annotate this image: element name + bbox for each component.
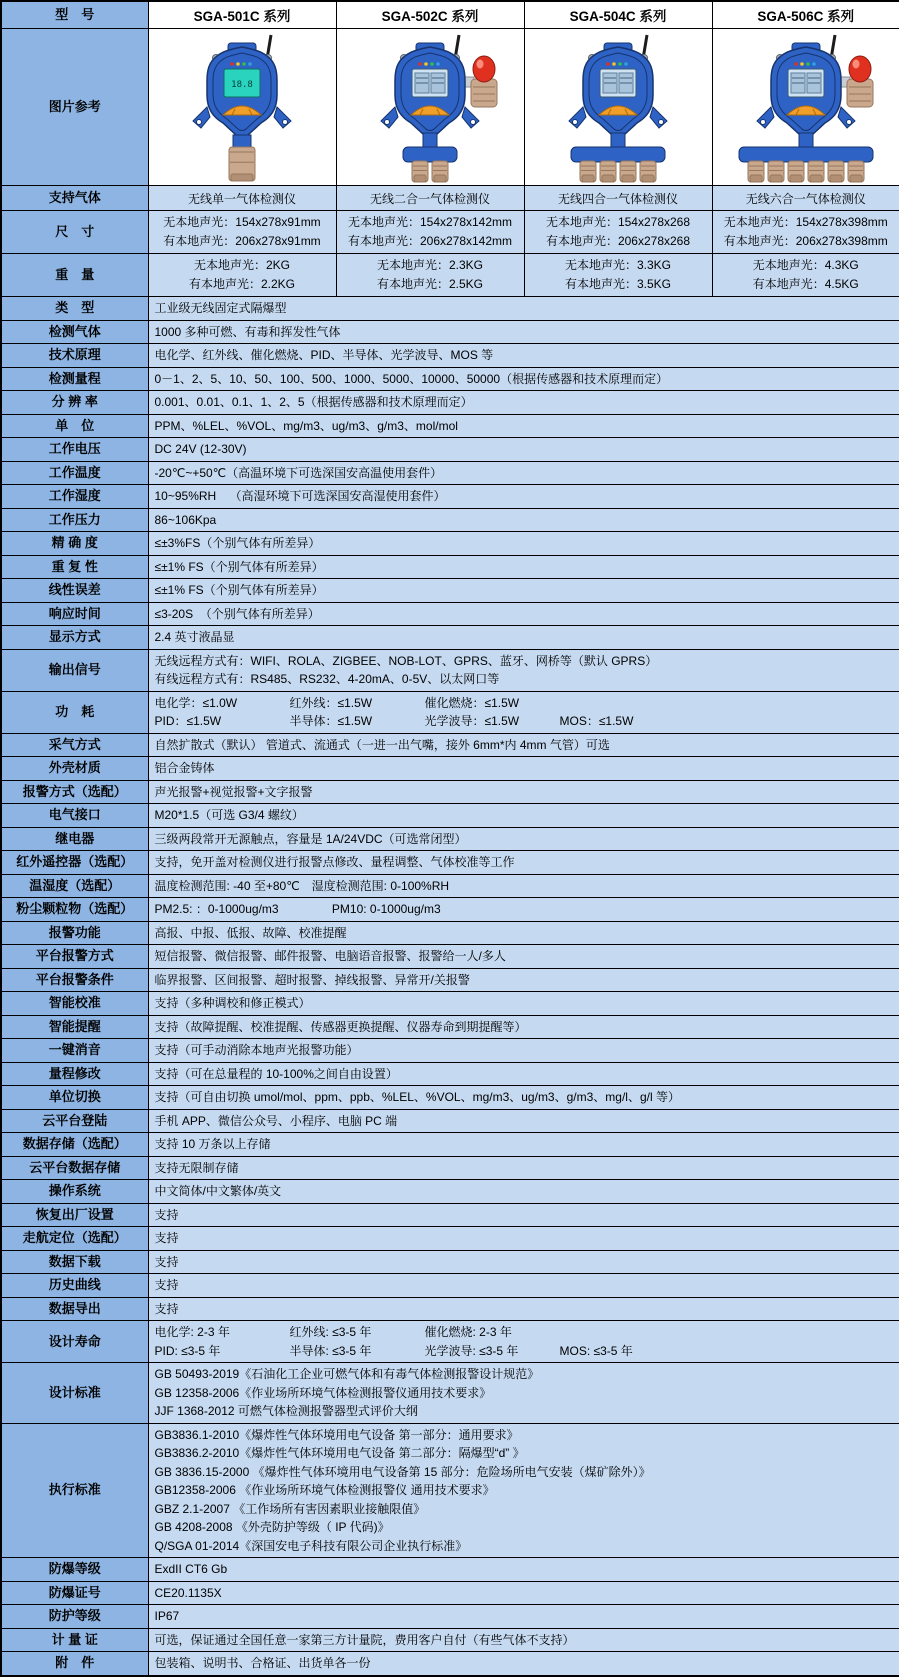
spec-row-value <box>148 1133 899 1157</box>
spec-row-value <box>148 485 899 509</box>
value-line <box>155 712 894 731</box>
table-row <box>1 733 899 757</box>
value-line: 有本地声光：3.5KG <box>564 277 672 291</box>
spec-row-label: 执行标准 <box>1 1423 148 1558</box>
gas-detector-illustration <box>525 31 711 183</box>
value-line: ≤±3%FS（个别气体有所差异） <box>154 536 321 550</box>
value-line: GB 4208-2008 《外壳防护等级（ IP 代码)》 <box>154 1520 390 1534</box>
value-segment: PID：≤1.5W <box>154 714 222 728</box>
value-line: 无本地声光：154x278x142mm <box>347 215 513 229</box>
spec-row-value <box>148 1227 899 1251</box>
spec-row-label: 设计寿命 <box>1 1321 148 1363</box>
spec-row-value <box>148 555 899 579</box>
gas-type-value: 无线六合一气体检测仪 <box>712 186 899 211</box>
spec-row-label: 数据导出 <box>1 1297 148 1321</box>
spec-row-label: 历史曲线 <box>1 1274 148 1298</box>
value-line: 2.4 英寸液晶显 <box>154 630 235 644</box>
value-line <box>155 1342 894 1361</box>
table-row-size <box>1 211 899 254</box>
spec-row-label: 恢复出厂设置 <box>1 1203 148 1227</box>
spec-row-value <box>148 1156 899 1180</box>
spec-row-value <box>148 921 899 945</box>
value-line: 温度检测范围: -40 至+80℃ 湿度检测范围: 0-100%RH <box>154 878 450 893</box>
value-segment: 半导体: ≤3-5 年 <box>289 1343 372 1358</box>
table-row-images <box>1 29 899 186</box>
spec-row-value <box>148 1250 899 1274</box>
image-row-label: 图片参考 <box>1 29 148 186</box>
model-name-2: SGA-502C 系列 <box>336 1 524 29</box>
value-line: 支持（可在总量程的 10-100%之间自由设置） <box>154 1066 398 1081</box>
table-row <box>1 1250 899 1274</box>
spec-row-label: 操作系统 <box>1 1180 148 1204</box>
spec-row-label: 红外遥控器（选配） <box>1 851 148 875</box>
value-line: 自然扩散式（默认） 管道式、流通式（一进一出气嘴，接外 6mm*内 4mm 气管）可选 <box>154 737 610 752</box>
spec-row-value <box>148 804 899 828</box>
table-row-header <box>1 1 899 29</box>
table-row <box>1 485 899 509</box>
spec-row-label: 数据下载 <box>1 1250 148 1274</box>
spec-row-label: 粉尘颗粒物（选配） <box>1 898 148 922</box>
spec-row-label: 工作湿度 <box>1 485 148 509</box>
value-line: PPM、%LEL、%VOL、mg/m3、ug/m3、g/m3、mol/mol <box>154 418 458 433</box>
spec-row-label: 电气接口 <box>1 804 148 828</box>
table-row <box>1 1109 899 1133</box>
value-line: 高报、中报、低报、故障、校准提醒 <box>154 925 347 940</box>
gas-type-value: 无线二合一气体检测仪 <box>336 186 524 211</box>
value-line: 支持 <box>154 1301 179 1316</box>
value-line: ≤±1% FS（个别气体有所差异） <box>154 559 324 574</box>
value-line: 有本地声光：4.5KG <box>752 277 859 291</box>
spec-row-value <box>148 1423 899 1558</box>
spec-row-label: 技术原理 <box>1 344 148 368</box>
model-name-3: SGA-504C 系列 <box>524 1 712 29</box>
value-segment: 红外线：≤1.5W <box>289 695 373 710</box>
table-row <box>1 992 899 1016</box>
table-row <box>1 438 899 462</box>
table-row <box>1 649 899 691</box>
value-line: 支持 <box>154 1254 179 1269</box>
table-row <box>1 391 899 415</box>
spec-row-value <box>148 992 899 1016</box>
value-line <box>155 694 894 713</box>
spec-row-label: 单 位 <box>1 414 148 438</box>
spec-row-value <box>148 367 899 391</box>
table-row <box>1 555 899 579</box>
value-line: 声光报警+视觉报警+文字报警 <box>154 784 313 799</box>
spec-row-value <box>148 1558 899 1582</box>
value-line: GBZ 2.1-2007 《工作场所有害因素职业接触限值》 <box>154 1501 426 1516</box>
value-line: PM2.5: ：0-1000ug/m3 PM10: 0-1000ug/m3 <box>154 902 441 916</box>
spec-row-value <box>148 508 899 532</box>
spec-row-value <box>148 649 899 691</box>
value-line: 有本地声光：2.2KG <box>188 277 296 291</box>
value-line: -20℃~+50℃（高温环境下可选深国安高温使用套件） <box>154 465 443 480</box>
spec-row-value <box>148 1321 899 1363</box>
value-line: 0－1、2、5、10、50、100、500、1000、5000、10000、50000（根据传感器和技术原理而定） <box>154 371 669 386</box>
spec-row-label: 线性误差 <box>1 579 148 603</box>
table-row <box>1 626 899 650</box>
value-line: 支持（可手动消除本地声光报警功能） <box>154 1043 359 1057</box>
spec-row-value <box>148 391 899 415</box>
spec-row-value <box>148 532 899 556</box>
value-line: GB 12358-2006《作业场所环境气体检测报警仪通用技术要求》 <box>154 1385 492 1400</box>
table-row-gas-type <box>1 186 899 211</box>
spec-row-value <box>148 1628 899 1652</box>
table-row-size-value <box>712 211 899 254</box>
table-row-weight-value <box>712 254 899 297</box>
value-line: 无本地声光：154x278x91mm <box>163 215 321 229</box>
table-row <box>1 461 899 485</box>
value-line: 有本地声光：206x278x398mm <box>723 234 888 248</box>
table-row <box>1 757 899 781</box>
table-row <box>1 367 899 391</box>
table-row <box>1 1628 899 1652</box>
value-line <box>155 1323 894 1342</box>
spec-row-value <box>148 1203 899 1227</box>
spec-row-value <box>148 1062 899 1086</box>
value-line: GB12358-2006 《作业场所环境气体检测报警仪 通用技术要求》 <box>154 1483 495 1497</box>
spec-row-label: 云平台登陆 <box>1 1109 148 1133</box>
table-row <box>1 602 899 626</box>
value-line: GB 3836.15-2000 《爆炸性气体环境用电气设备第 15 部分：危险场所电气安装（煤矿除外）》 <box>154 1464 651 1479</box>
spec-row-label: 智能提醒 <box>1 1015 148 1039</box>
spec-row-label: 检测气体 <box>1 320 148 344</box>
spec-row-label: 防护等级 <box>1 1605 148 1629</box>
spec-row-label: 报警方式（选配） <box>1 780 148 804</box>
table-row-size-value <box>148 211 336 254</box>
value-line: 短信报警、微信报警、邮件报警、电脑语音报警、报警给一人/多人 <box>154 949 506 963</box>
value-line: 无线远程方式有：WIFI、ROLA、ZIGBEE、NOB-LOT、GPRS、蓝牙、网桥等（默认 GPRS） <box>154 653 658 668</box>
table-row <box>1 1321 899 1363</box>
table-row <box>1 1605 899 1629</box>
table-row <box>1 780 899 804</box>
value-line: 10~95%RH （高湿环境下可选深国安高湿使用套件） <box>154 489 446 503</box>
gas-type-value: 无线单一气体检测仪 <box>148 186 336 211</box>
value-line: 无本地声光：154x278x268 <box>545 215 691 229</box>
spec-row-value <box>148 733 899 757</box>
table-row <box>1 532 899 556</box>
spec-row-label: 外壳材质 <box>1 757 148 781</box>
value-line: 有本地声光：2.5KG <box>376 277 484 291</box>
spec-row-value <box>148 898 899 922</box>
table-row <box>1 691 899 733</box>
spec-row-value <box>148 945 899 969</box>
table-row <box>1 968 899 992</box>
spec-row-label: 温湿度（选配） <box>1 874 148 898</box>
svg-text:18.8: 18.8 <box>231 80 253 90</box>
spec-row-label: 防爆等级 <box>1 1558 148 1582</box>
table-row <box>1 1156 899 1180</box>
product-image-sga-504c <box>524 29 712 186</box>
table-row <box>1 1062 899 1086</box>
spec-row-value <box>148 579 899 603</box>
value-line: 临界报警、区间报警、超时报警、掉线报警、异常开/关报警 <box>154 972 470 987</box>
spec-row-label: 平台报警方式 <box>1 945 148 969</box>
spec-row-label: 走航定位（选配） <box>1 1227 148 1251</box>
value-segment: 半导体：≤1.5W <box>289 714 373 728</box>
table-row <box>1 851 899 875</box>
spec-row-label: 输出信号 <box>1 649 148 691</box>
spec-row-label: 功 耗 <box>1 691 148 733</box>
table-row-size-value <box>524 211 712 254</box>
value-line: GB3836.1-2010《爆炸性气体环境用电气设备 第一部分：通用要求》 <box>154 1427 519 1442</box>
value-line: 支持，免开盖对检测仪进行报警点修改、量程调整、气体校准等工作 <box>154 855 515 869</box>
spec-row-label: 重 复 性 <box>1 555 148 579</box>
value-segment: 光学波导: ≤3-5 年 <box>424 1343 519 1358</box>
spec-row-label: 智能校准 <box>1 992 148 1016</box>
value-line: 86~106Kpa <box>154 512 217 527</box>
gas-detector-illustration <box>337 31 523 183</box>
spec-row-label: 分 辨 率 <box>1 391 148 415</box>
value-line: GB 50493-2019《石油化工企业可燃气体和有毒气体检测报警设计规范》 <box>154 1367 540 1381</box>
table-row-weight-value <box>524 254 712 297</box>
spec-row-value <box>148 461 899 485</box>
value-line: CE20.1135X <box>154 1585 222 1600</box>
table-row <box>1 1039 899 1063</box>
value-line: 有线远程方式有：RS485、RS232、4-20mA、0-5V、以太网口等 <box>154 672 500 686</box>
table-row <box>1 1015 899 1039</box>
table-row-size-value <box>336 211 524 254</box>
table-row-weight-label: 重 量 <box>1 254 148 297</box>
product-image-sga-506c <box>712 29 899 186</box>
value-line: 0.001、0.01、0.1、1、2、5（根据传感器和技术原理而定） <box>154 395 473 409</box>
value-line: 支持（可自由切换 umol/mol、ppm、ppb、%LEL、%VOL、mg/m3、ug/m3、g/m3、mg/l、g/l 等） <box>154 1090 680 1104</box>
value-line: 有本地声光：206x278x91mm <box>163 234 321 248</box>
model-row-label: 型 号 <box>1 1 148 29</box>
table-row <box>1 579 899 603</box>
spec-row-value <box>148 1039 899 1063</box>
table-row <box>1 1274 899 1298</box>
product-image-sga-502c <box>336 29 524 186</box>
value-segment: 催化燃烧: 2-3 年 <box>424 1325 512 1339</box>
spec-row-label: 云平台数据存储 <box>1 1156 148 1180</box>
product-image-sga-501c <box>148 29 336 186</box>
spec-row-label: 采气方式 <box>1 733 148 757</box>
value-line: 支持（故障提醒、校准提醒、传感器更换提醒、仪器寿命到期提醒等） <box>154 1019 527 1034</box>
value-line: GB3836.2-2010《爆炸性气体环境用电气设备 第二部分：隔爆型“d” 》 <box>154 1446 525 1460</box>
value-line: 支持（多种调校和修正模式） <box>154 996 311 1010</box>
spec-row-label: 继电器 <box>1 827 148 851</box>
spec-row-label: 数据存储（选配） <box>1 1133 148 1157</box>
value-line: M20*1.5（可选 G3/4 螺纹） <box>154 808 304 822</box>
table-row <box>1 1227 899 1251</box>
spec-row-value <box>148 1109 899 1133</box>
value-line: 支持 <box>154 1231 179 1245</box>
spec-row-label: 工作温度 <box>1 461 148 485</box>
value-line: 中文简体/中文繁体/英文 <box>154 1184 282 1198</box>
table-row <box>1 1086 899 1110</box>
value-line: 支持无限制存储 <box>154 1160 239 1175</box>
spec-row-value <box>148 1297 899 1321</box>
spec-row-value <box>148 1274 899 1298</box>
spec-row-value <box>148 691 899 733</box>
spec-row-value <box>148 602 899 626</box>
value-segment: PID: ≤3-5 年 <box>154 1343 221 1358</box>
value-segment: 电化学: 2-3 年 <box>154 1325 230 1339</box>
spec-row-value <box>148 1086 899 1110</box>
table-row <box>1 1558 899 1582</box>
spec-row-label: 单位切换 <box>1 1086 148 1110</box>
table-row <box>1 1363 899 1424</box>
value-line: 铝合金铸体 <box>154 761 215 775</box>
value-segment: 电化学：≤1.0W <box>154 695 238 710</box>
spec-row-label: 类 型 <box>1 297 148 321</box>
value-line: 无本地声光：2.3KG <box>376 258 484 272</box>
spec-row-value <box>148 344 899 368</box>
spec-row-label: 量程修改 <box>1 1062 148 1086</box>
value-line: ≤3-20S （个别气体有所差异） <box>154 606 320 621</box>
value-line: 手机 APP、微信公众号、小程序、电脑 PC 端 <box>154 1113 398 1128</box>
table-row <box>1 945 899 969</box>
value-line: 支持 <box>154 1278 179 1292</box>
table-row <box>1 1423 899 1558</box>
spec-row-label: 工作电压 <box>1 438 148 462</box>
model-name-1: SGA-501C 系列 <box>148 1 336 29</box>
gas-detector-illustration <box>149 31 335 183</box>
value-line: 有本地声光：206x278x268 <box>545 234 691 248</box>
model-name-4: SGA-506C 系列 <box>712 1 899 29</box>
spec-row-value <box>148 851 899 875</box>
table-row <box>1 344 899 368</box>
value-line: Q/SGA 01-2014《深国安电子科技有限公司企业执行标准》 <box>154 1538 468 1553</box>
table-row <box>1 1180 899 1204</box>
table-row <box>1 508 899 532</box>
table-row <box>1 1133 899 1157</box>
table-row <box>1 1652 899 1676</box>
spec-row-value <box>148 780 899 804</box>
spec-row-value <box>148 438 899 462</box>
spec-row-label: 显示方式 <box>1 626 148 650</box>
value-line: 工业级无线固定式隔爆型 <box>154 301 287 315</box>
table-row <box>1 827 899 851</box>
value-line: 无本地声光：3.3KG <box>564 258 672 272</box>
value-line: JJF 1368-2012 可燃气体检测报警器型式评价大纲 <box>154 1404 418 1418</box>
gas-type-value: 无线四合一气体检测仪 <box>524 186 712 211</box>
value-line: 无本地声光：2KG <box>193 258 290 272</box>
value-line: 三级两段常开无源触点，容量是 1A/24VDC（可选常闭型） <box>154 831 467 846</box>
value-line: 包装箱、说明书、合格证、出货单各一份 <box>154 1656 371 1670</box>
table-row <box>1 921 899 945</box>
value-line: IP67 <box>154 1609 180 1623</box>
spec-row-value <box>148 1180 899 1204</box>
value-segment: MOS：≤1.5W <box>559 714 634 728</box>
table-row <box>1 874 899 898</box>
spec-row-value <box>148 874 899 898</box>
spec-row-value <box>148 297 899 321</box>
value-segment: 红外线: ≤3-5 年 <box>289 1325 372 1339</box>
spec-row-value <box>148 1652 899 1676</box>
table-row-size-label: 尺 寸 <box>1 211 148 254</box>
spec-row-label: 报警功能 <box>1 921 148 945</box>
value-line: ≤±1% FS（个别气体有所差异） <box>154 583 324 597</box>
spec-row-value <box>148 414 899 438</box>
spec-row-label: 计 量 证 <box>1 1628 148 1652</box>
spec-row-value <box>148 1581 899 1605</box>
spec-row-label: 一键消音 <box>1 1039 148 1063</box>
value-line: 支持 <box>154 1207 179 1222</box>
value-line: ExdII CT6 Gb <box>154 1562 228 1576</box>
value-line: 有本地声光：206x278x142mm <box>347 234 513 248</box>
spec-row-value <box>148 1605 899 1629</box>
spec-row-value <box>148 968 899 992</box>
spec-row-label: 设计标准 <box>1 1363 148 1424</box>
spec-row-label: 附 件 <box>1 1652 148 1676</box>
spec-row-label: 检测量程 <box>1 367 148 391</box>
value-line: 1000 多种可燃、有毒和挥发性气体 <box>154 324 341 339</box>
spec-row-label: 平台报警条件 <box>1 968 148 992</box>
value-line: 电化学、红外线、催化燃烧、PID、半导体、光学波导、MOS 等 <box>154 348 494 362</box>
value-segment: 光学波导：≤1.5W <box>424 714 520 728</box>
table-row <box>1 297 899 321</box>
gas-row-label: 支持气体 <box>1 186 148 211</box>
value-segment: MOS: ≤3-5 年 <box>559 1343 633 1358</box>
value-segment: 催化燃烧：≤1.5W <box>424 695 520 710</box>
value-line: 支持 10 万条以上存储 <box>154 1137 271 1151</box>
table-row <box>1 320 899 344</box>
value-line: 无本地声光：4.3KG <box>752 258 859 272</box>
spec-row-value <box>148 626 899 650</box>
spec-row-label: 工作压力 <box>1 508 148 532</box>
table-row-weight-value <box>148 254 336 297</box>
spec-row-label: 防爆证号 <box>1 1581 148 1605</box>
spec-row-label: 精 确 度 <box>1 532 148 556</box>
table-row <box>1 414 899 438</box>
spec-row-value <box>148 827 899 851</box>
table-row <box>1 1581 899 1605</box>
spec-row-value <box>148 320 899 344</box>
value-line: 可选，保证通过全国任意一家第三方计量院，费用客户自付（有些气体不支持） <box>154 1632 575 1647</box>
spec-row-value <box>148 1363 899 1424</box>
gas-detector-illustration <box>713 31 899 183</box>
table-row <box>1 1203 899 1227</box>
spec-row-value <box>148 757 899 781</box>
table-row-weight-value <box>336 254 524 297</box>
spec-row-value <box>148 1015 899 1039</box>
table-row-weight <box>1 254 899 297</box>
spec-row-label: 响应时间 <box>1 602 148 626</box>
value-line: DC 24V (12-30V) <box>154 442 247 456</box>
table-row <box>1 898 899 922</box>
table-row <box>1 1297 899 1321</box>
value-line: 无本地声光：154x278x398mm <box>723 215 888 229</box>
spec-table-body <box>1 1 899 1676</box>
table-row <box>1 804 899 828</box>
